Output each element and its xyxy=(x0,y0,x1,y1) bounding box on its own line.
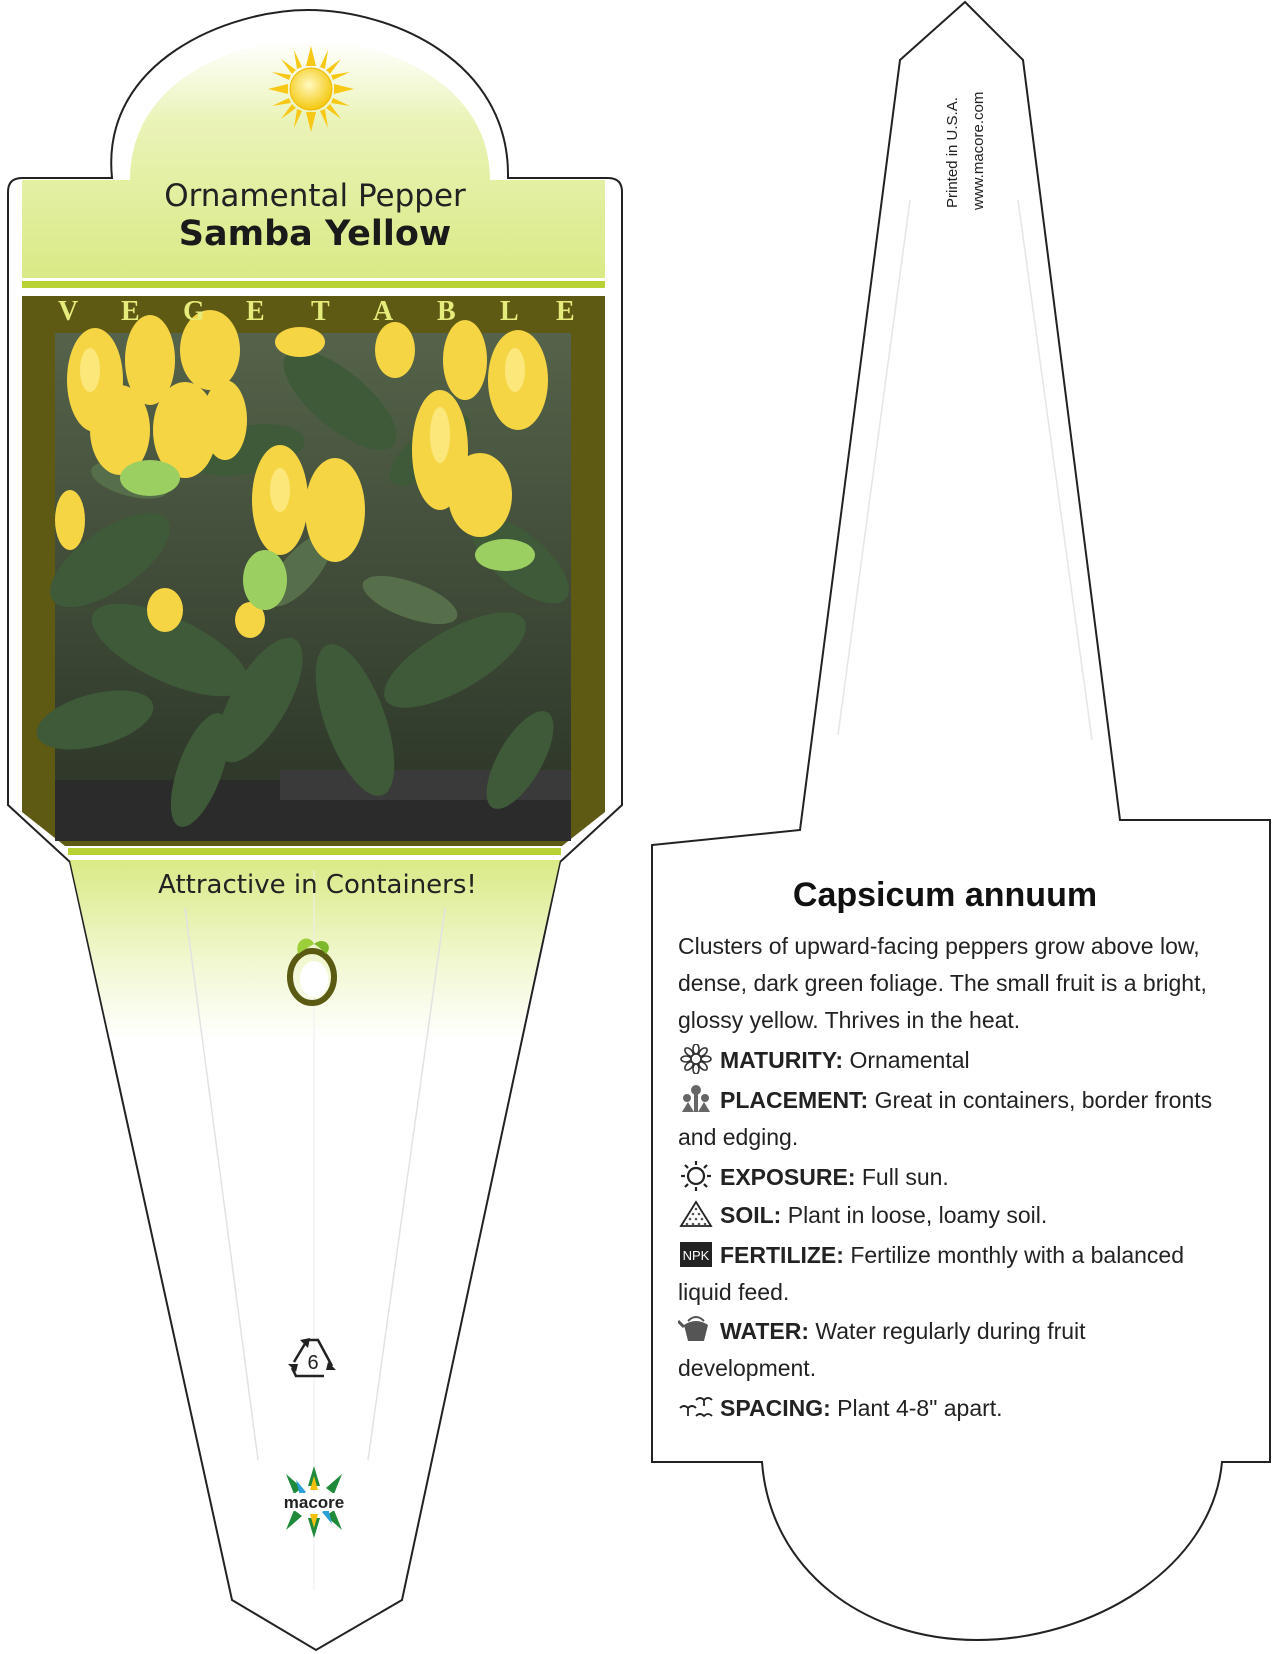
watering-can-icon xyxy=(678,1315,714,1345)
care-text: Full sun. xyxy=(861,1164,949,1190)
brand-name: macore xyxy=(283,1493,345,1512)
printed-in: Printed in U.S.A. xyxy=(944,97,961,208)
care-soil xyxy=(678,1197,1218,1234)
care-label: EXPOSURE: xyxy=(720,1164,856,1190)
category-letter: G xyxy=(183,296,205,327)
sun-icon xyxy=(268,46,354,132)
care-placement xyxy=(678,1082,1218,1156)
sun-outline-icon xyxy=(678,1161,714,1191)
variety-name: Samba Yellow xyxy=(178,214,452,254)
care-label: SOIL: xyxy=(720,1202,782,1228)
tagline: Attractive in Containers! xyxy=(158,870,477,900)
description: Clusters of upward-facing peppers grow above low, dense, dark green foliage. The small fruit is a bright, glossy yellow. Thrives in the heat. xyxy=(678,933,1207,1033)
recycle-number: 6 xyxy=(307,1352,319,1374)
care-label: SPACING: xyxy=(720,1395,831,1421)
category-letter: L xyxy=(500,296,519,327)
care-label: FERTILIZE: xyxy=(720,1242,844,1268)
seed-icon xyxy=(284,932,340,1006)
care-label: WATER: xyxy=(720,1318,810,1344)
pepper-photo xyxy=(30,310,582,841)
care-water xyxy=(678,1313,1218,1387)
botanical-name: Capsicum annuum xyxy=(792,876,1098,914)
care-text: Great in containers, border fronts and edging. xyxy=(678,1087,1213,1150)
care-text: Plant in loose, loamy soil. xyxy=(787,1202,1048,1228)
spacing-icon xyxy=(678,1392,714,1422)
placement-icon xyxy=(678,1084,714,1114)
care-fertilize xyxy=(678,1237,1218,1311)
care-text: Water regularly during fruit development. xyxy=(678,1318,1086,1381)
npk-icon xyxy=(678,1239,714,1269)
care-label: MATURITY: xyxy=(720,1047,844,1073)
category-letter: V xyxy=(58,296,79,327)
website: www.macore.com xyxy=(970,91,987,210)
common-name: Ornamental Pepper xyxy=(164,178,466,214)
category-letter: E xyxy=(556,296,575,327)
svg-text:NPK: NPK xyxy=(682,1248,710,1263)
recycle-icon xyxy=(288,1336,338,1380)
care-maturity xyxy=(678,1042,1218,1079)
care-label: PLACEMENT: xyxy=(720,1087,869,1113)
care-spacing xyxy=(678,1390,1218,1427)
category-letter: A xyxy=(373,296,394,327)
flower-icon xyxy=(678,1044,714,1074)
care-text: Fertilize monthly with a balanced liquid feed. xyxy=(678,1242,1184,1305)
care-exposure xyxy=(678,1159,1218,1196)
category-letter: E xyxy=(246,296,265,327)
category-letter: T xyxy=(311,296,330,327)
category-letter: B xyxy=(437,296,456,327)
soil-icon xyxy=(678,1199,714,1229)
macore-logo xyxy=(272,1466,356,1538)
category-letter: E xyxy=(121,296,140,327)
care-text: Plant 4-8" apart. xyxy=(837,1395,1003,1421)
care-text: Ornamental xyxy=(849,1047,970,1073)
